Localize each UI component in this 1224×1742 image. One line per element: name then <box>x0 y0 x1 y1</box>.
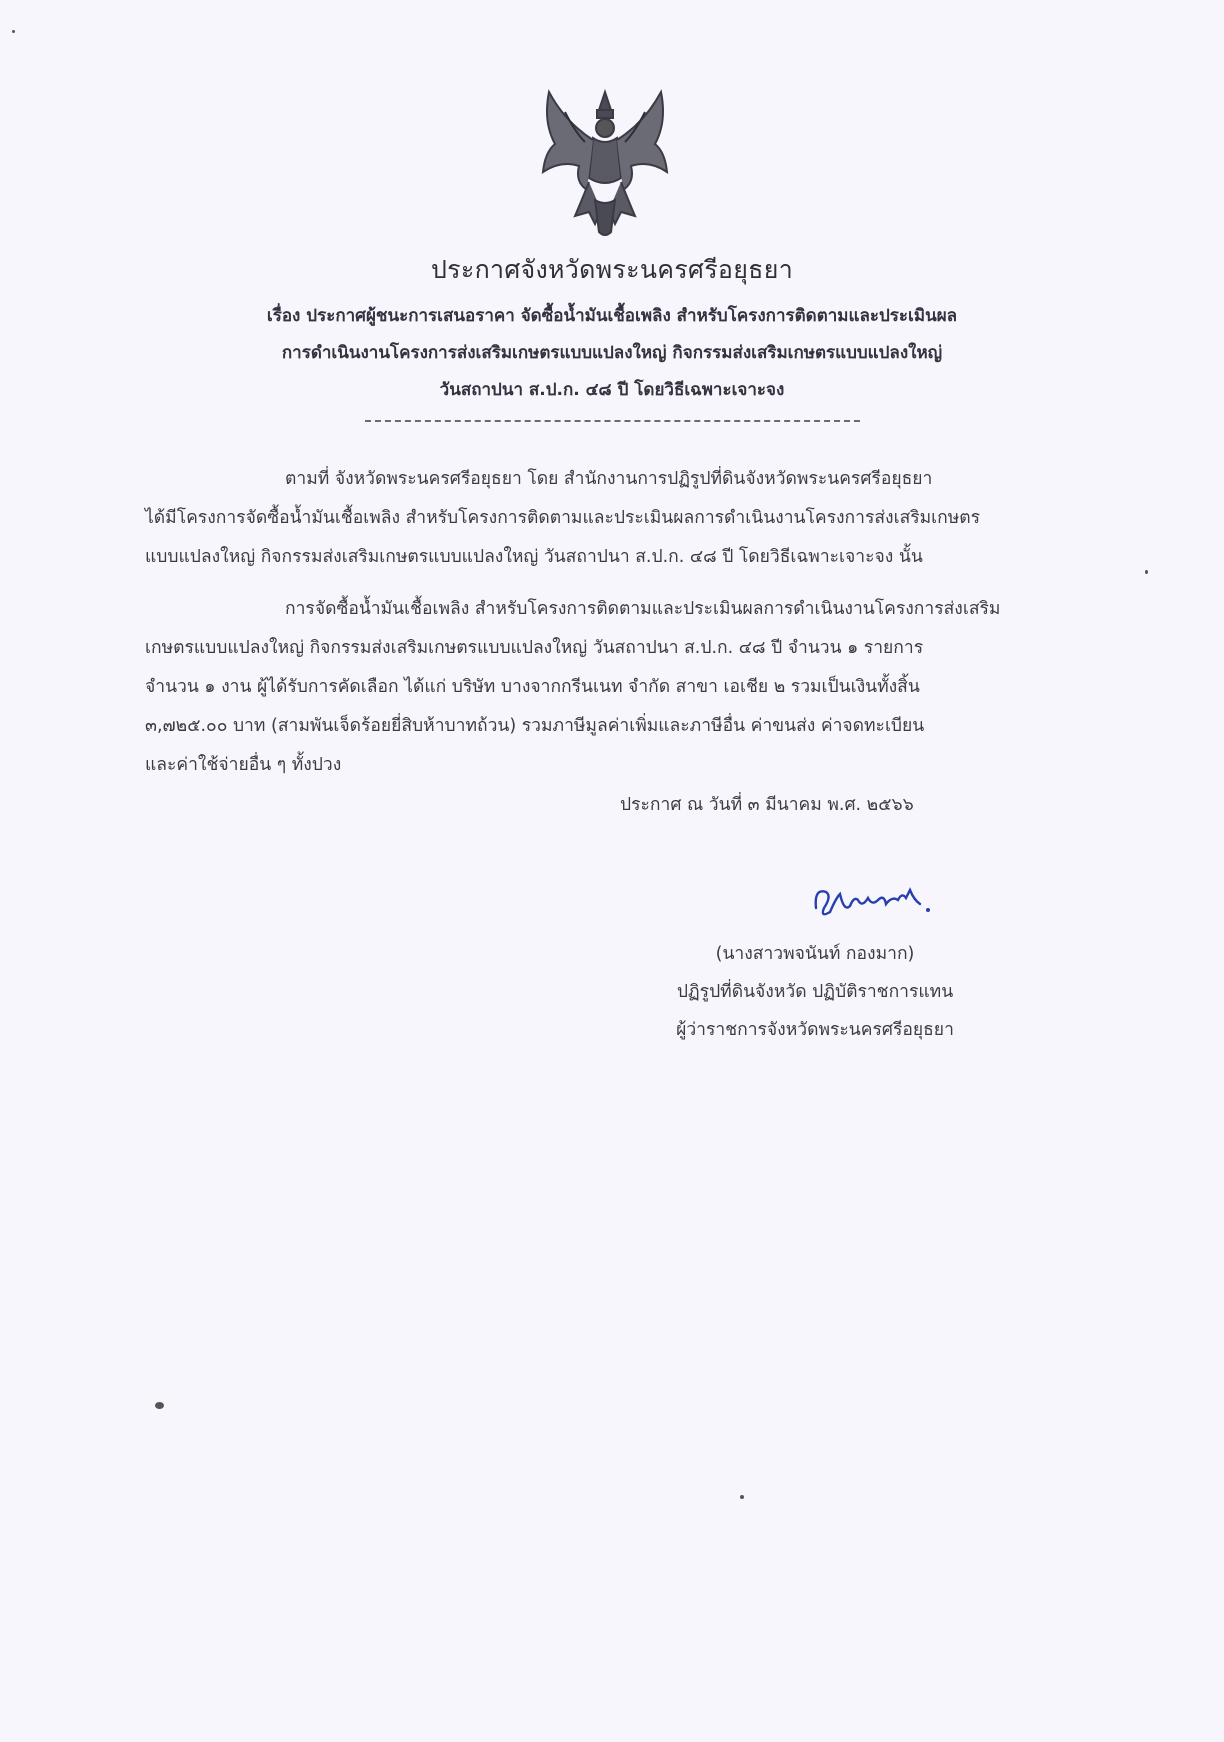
paragraph-2-line-1: การจัดซื้อน้ำมันเชื้อเพลิง สำหรับโครงการติดตามและประเมินผลการดำเนินงานโครงการส่งเสริม <box>285 599 1001 619</box>
scan-speck <box>1145 570 1148 574</box>
signer-block <box>640 935 990 1049</box>
paragraph-1-line-2: ได้มีโครงการจัดซื้อน้ำมันเชื้อเพลิง สำหรับโครงการติดตามและประเมินผลการดำเนินงานโครงการส่งเสริมเกษตร <box>145 508 981 528</box>
paragraph-2-line-2: เกษตรแบบแปลงใหญ่ กิจกรรมส่งเสริมเกษตรแบบแปลงใหญ่ วันสถาปนา ส.ป.ก. ๔๘ ปี จำนวน ๑ รายการ <box>145 638 924 658</box>
subject-line-2: การดำเนินงานโครงการส่งเสริมเกษตรแบบแปลงใหญ่ กิจกรรมส่งเสริมเกษตรแบบแปลงใหญ่ <box>281 343 943 363</box>
signer-position: ปฏิรูปที่ดินจังหวัด ปฏิบัติราชการแทน <box>676 982 954 1002</box>
garuda-emblem-icon <box>535 82 675 242</box>
paragraph-2 <box>145 590 1075 785</box>
paragraph-1 <box>145 460 1075 577</box>
announcement-date: ประกาศ ณ วันที่ ๓ มีนาคม พ.ศ. ๒๕๖๖ <box>620 795 914 815</box>
subject-line-3: วันสถาปนา ส.ป.ก. ๔๘ ปี โดยวิธีเฉพาะเจาะจง <box>439 380 785 400</box>
paragraph-1-line-1: ตามที่ จังหวัดพระนครศรีอยุธยา โดย สำนักงานการปฏิรูปที่ดินจังหวัดพระนครศรีอยุธยา <box>285 469 933 489</box>
signature-icon <box>810 878 940 928</box>
paragraph-1-line-3: แบบแปลงใหญ่ กิจกรรมส่งเสริมเกษตรแบบแปลงใหญ่ วันสถาปนา ส.ป.ก. ๔๘ ปี โดยวิธีเฉพาะเจาะจง นั้น <box>145 547 923 567</box>
signer-title: ผู้ว่าราชการจังหวัดพระนครศรีอยุธยา <box>676 1020 954 1040</box>
paragraph-2-line-4: ๓,๗๒๕.๐๐ บาท (สามพันเจ็ดร้อยยี่สิบห้าบาทถ้วน) รวมภาษีมูลค่าเพิ่มและภาษีอื่น ค่าขนส่ง ค่าจดทะเบียน <box>145 716 925 736</box>
scan-speck <box>740 1495 744 1499</box>
paragraph-2-line-3: จำนวน ๑ งาน ผู้ได้รับการคัดเลือก ได้แก่ บริษัท บางจากกรีนเนท จำกัด สาขา เอเชีย ๒ รวมเป็นเงินทั้งสิ้น <box>145 677 920 697</box>
separator-line <box>365 420 860 422</box>
signer-name: (นางสาวพจนันท์ กองมาก) <box>715 944 915 964</box>
document-heading <box>0 250 1224 409</box>
scan-speck <box>155 1402 164 1409</box>
scan-speck <box>12 30 15 33</box>
subject-line-1: เรื่อง ประกาศผู้ชนะการเสนอราคา จัดซื้อน้ำมันเชื้อเพลิง สำหรับโครงการติดตามและประเมินผล <box>266 306 958 326</box>
document-title: ประกาศจังหวัดพระนครศรีอยุธยา <box>430 255 794 284</box>
paragraph-2-line-5: และค่าใช้จ่ายอื่น ๆ ทั้งปวง <box>145 755 342 775</box>
